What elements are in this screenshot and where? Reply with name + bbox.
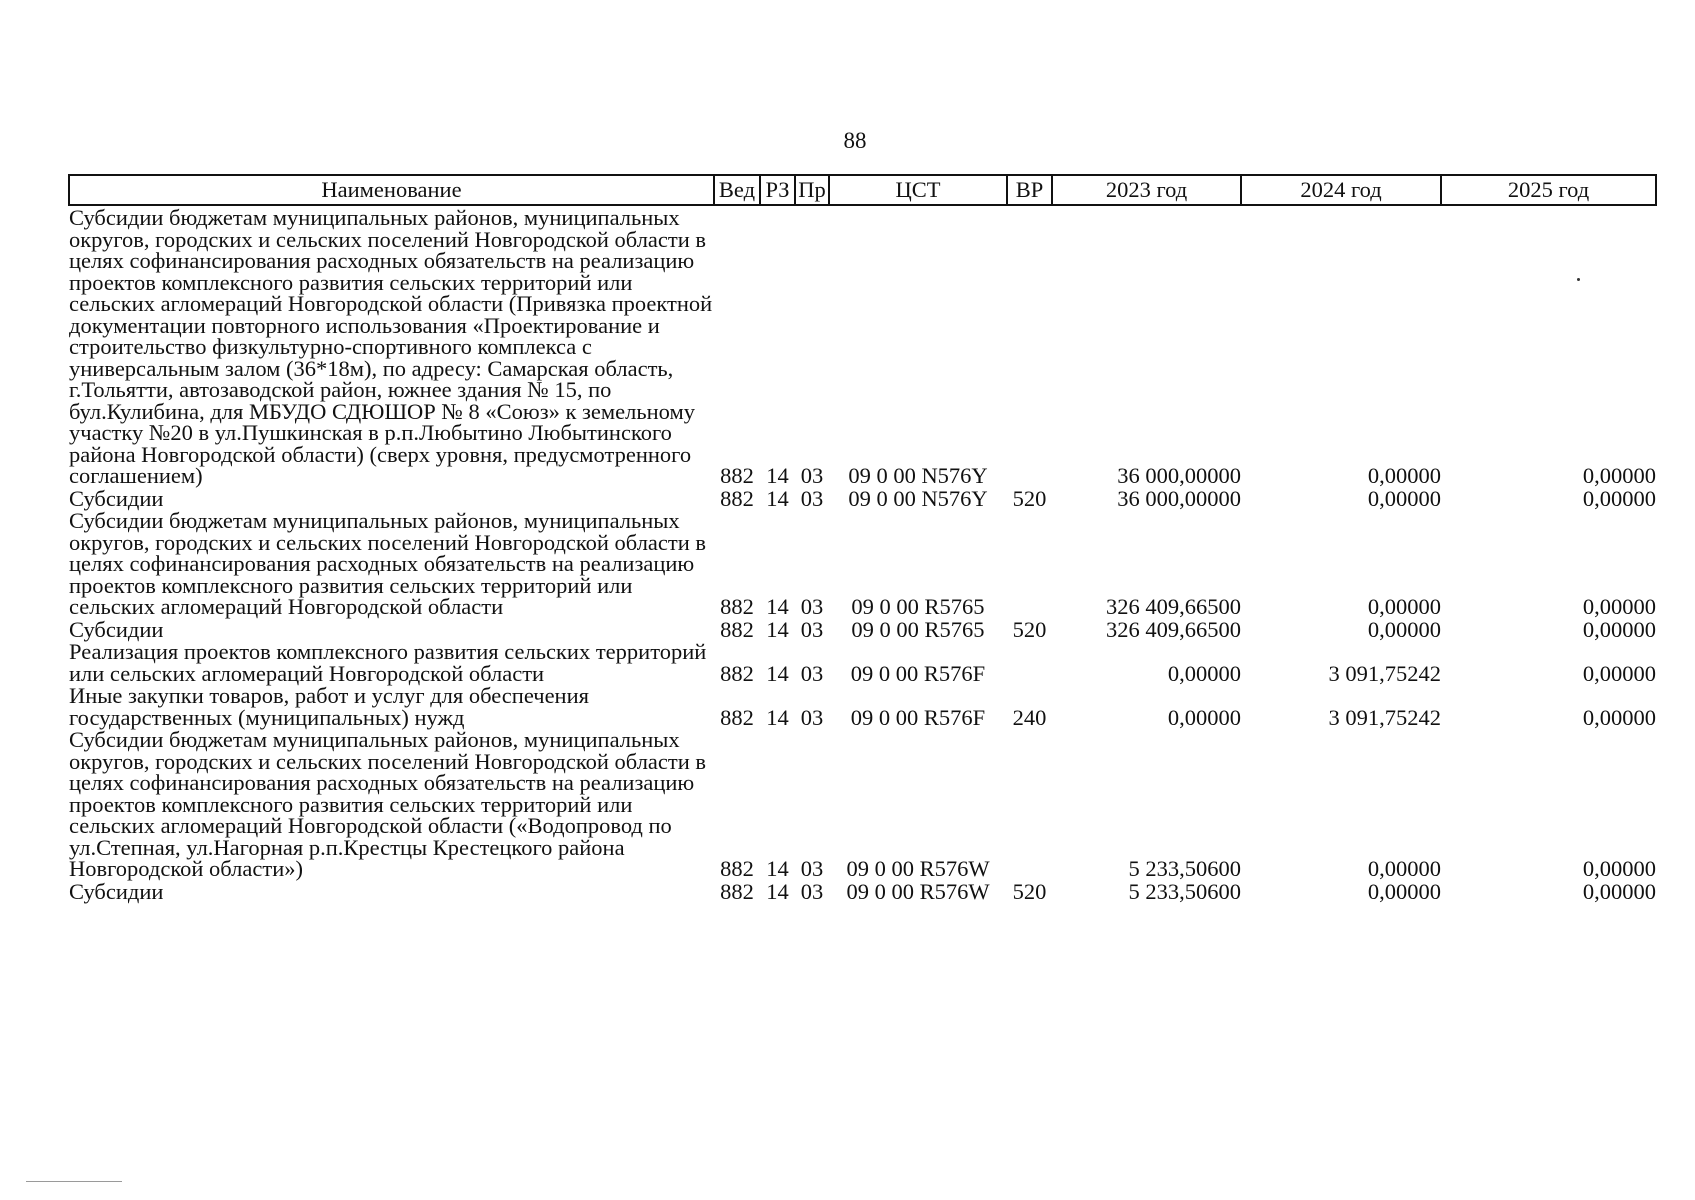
cell-pr: 03 (800, 704, 824, 730)
cell-vr (1007, 509, 1052, 618)
cell-rz: 14 (766, 594, 789, 619)
cell-cst: 09 0 00 R576W (846, 878, 990, 904)
cell-cst: 09 0 00 R5765 (851, 616, 985, 642)
page-number: 88 (843, 128, 867, 153)
table-header-row (69, 175, 1656, 205)
cell-2023: 0,00000 (1167, 660, 1241, 686)
table-body (69, 205, 1656, 902)
cell-ved: 882 (720, 660, 754, 686)
header-cst: ЦСТ (829, 175, 1007, 205)
header-2023: 2023 год (1052, 175, 1241, 205)
header-vr: ВР (1007, 175, 1052, 205)
cell-ved: 882 (720, 463, 754, 488)
cell-2024: 3 091,75242 (1328, 660, 1441, 686)
header-2024: 2024 год (1241, 175, 1441, 205)
cell-vr (1007, 640, 1052, 684)
cell-ved: 882 (720, 856, 754, 881)
cell-name: Субсидии (69, 485, 164, 511)
cell-rz: 14 (766, 485, 789, 511)
cell-ved: 882 (720, 704, 754, 730)
cell-2023: 5 233,50600 (1128, 856, 1241, 881)
cell-vr: 520 (1012, 878, 1047, 904)
cell-pr: 03 (800, 660, 824, 686)
cell-2023: 0,00000 (1167, 704, 1241, 730)
cell-2024: 0,00000 (1367, 485, 1441, 511)
cell-ved: 882 (720, 594, 754, 619)
cell-name: Субсидии (69, 878, 164, 904)
cell-name: Иные закупки товаров, работ и услуг для обеспечения государственных (муниципальных) нужд (69, 683, 589, 730)
cell-2023: 326 409,66500 (1106, 594, 1241, 619)
cell-pr: 03 (800, 616, 824, 642)
cell-cst: 09 0 00 R576F (850, 660, 986, 686)
cell-cst: 09 0 00 R576W (846, 856, 990, 881)
cell-pr: 03 (800, 878, 824, 904)
cell-2024: 0,00000 (1367, 594, 1441, 619)
cell-vr: 240 (1012, 704, 1047, 730)
cell-2025: 0,00000 (1582, 463, 1656, 488)
cell-name: Субсидии бюджетам муниципальных районов, муниципальных округов, городских и сельских поселений Новгородской области в целях софинансирования расходных обязательств на реализацию проектов комплексного развития сельских территорий или сельских агломераций Новгородской области (Привязка проектной документации повторного использования «Проектирование и строительство физкультурно-спортивного комплекса с универсальным залом (36*18м), по адресу: Самарская область, г.Тольятти, автозаводской район, южнее здания № 15, по бул.Кулибина, для МБУДО СДЮШОР № 8 «Союз» к земельному участку №20 в ул.Пушкинская в р.п.Любытино Любытинского района Новгородской области) (сверх уровня, предусмотренного соглашением) (69, 205, 713, 488)
cell-2024: 0,00000 (1367, 856, 1441, 881)
cell-2023: 5 233,50600 (1128, 878, 1241, 904)
table-row (69, 487, 1656, 510)
cell-2025: 0,00000 (1582, 704, 1656, 730)
header-pr: Пр (795, 175, 829, 205)
cell-rz: 14 (766, 616, 789, 642)
cell-ved: 882 (720, 878, 754, 904)
cell-cst: 09 0 00 N576Y (848, 485, 988, 511)
cell-name: Субсидии бюджетам муниципальных районов, муниципальных округов, городских и сельских поселений Новгородской области в целях софинансирования расходных обязательств на реализацию проектов комплексного развития сельских территорий или сельских агломераций Новгородской области («Водопровод по ул.Степная, ул.Нагорная р.п.Крестцы Крестецкого района Новгородской области») (69, 727, 707, 881)
cell-vr: 520 (1012, 485, 1047, 511)
header-rz: РЗ (760, 175, 795, 205)
cell-name: Субсидии (69, 616, 164, 642)
cell-name: Реализация проектов комплексного развития сельских территорий или сельских агломераций Новгородской области (69, 639, 707, 686)
cell-ved: 882 (720, 616, 754, 642)
cell-2023: 36 000,00000 (1117, 463, 1241, 488)
cell-2023: 326 409,66500 (1106, 616, 1241, 642)
cell-cst: 09 0 00 N576Y (848, 463, 988, 488)
cell-cst: 09 0 00 R5765 (851, 594, 985, 619)
cell-pr: 03 (800, 856, 824, 881)
table-row (69, 684, 1656, 728)
cell-2025: 0,00000 (1582, 878, 1656, 904)
cell-pr: 03 (800, 463, 824, 488)
cell-2025: 0,00000 (1582, 594, 1656, 619)
cell-2024: 0,00000 (1367, 878, 1441, 904)
cell-name: Субсидии бюджетам муниципальных районов, муниципальных округов, городских и сельских поселений Новгородской области в целях софинансирования расходных обязательств на реализацию проектов комплексного развития сельских территорий или сельских агломераций Новгородской области (69, 508, 707, 619)
cell-pr: 03 (800, 485, 824, 511)
table-row (69, 640, 1656, 684)
cell-2023: 36 000,00000 (1117, 485, 1241, 511)
cell-vr: 520 (1012, 616, 1047, 642)
cell-cst: 09 0 00 R576F (850, 704, 986, 730)
table-row (69, 728, 1656, 880)
cell-2025: 0,00000 (1582, 616, 1656, 642)
table-row (69, 205, 1656, 487)
cell-2025: 0,00000 (1582, 660, 1656, 686)
scan-edge-line (26, 1181, 122, 1182)
budget-table (68, 174, 1657, 902)
cell-2025: 0,00000 (1582, 485, 1656, 511)
cell-pr: 03 (800, 594, 824, 619)
cell-vr (1007, 205, 1052, 487)
cell-vr (1007, 728, 1052, 880)
scan-speck (1577, 278, 1580, 281)
table-row (69, 509, 1656, 618)
header-ved: Вед (714, 175, 760, 205)
header-name: Наименование (69, 175, 714, 205)
cell-2024: 3 091,75242 (1328, 704, 1441, 730)
cell-rz: 14 (766, 463, 789, 488)
cell-2024: 0,00000 (1367, 616, 1441, 642)
cell-rz: 14 (766, 704, 789, 730)
table-row (69, 880, 1656, 903)
cell-ved: 882 (720, 485, 754, 511)
cell-2024: 0,00000 (1367, 463, 1441, 488)
cell-2025: 0,00000 (1582, 856, 1656, 881)
cell-rz: 14 (766, 878, 789, 904)
cell-rz: 14 (766, 660, 789, 686)
header-2025: 2025 год (1441, 175, 1656, 205)
table-row (69, 618, 1656, 641)
cell-rz: 14 (766, 856, 789, 881)
